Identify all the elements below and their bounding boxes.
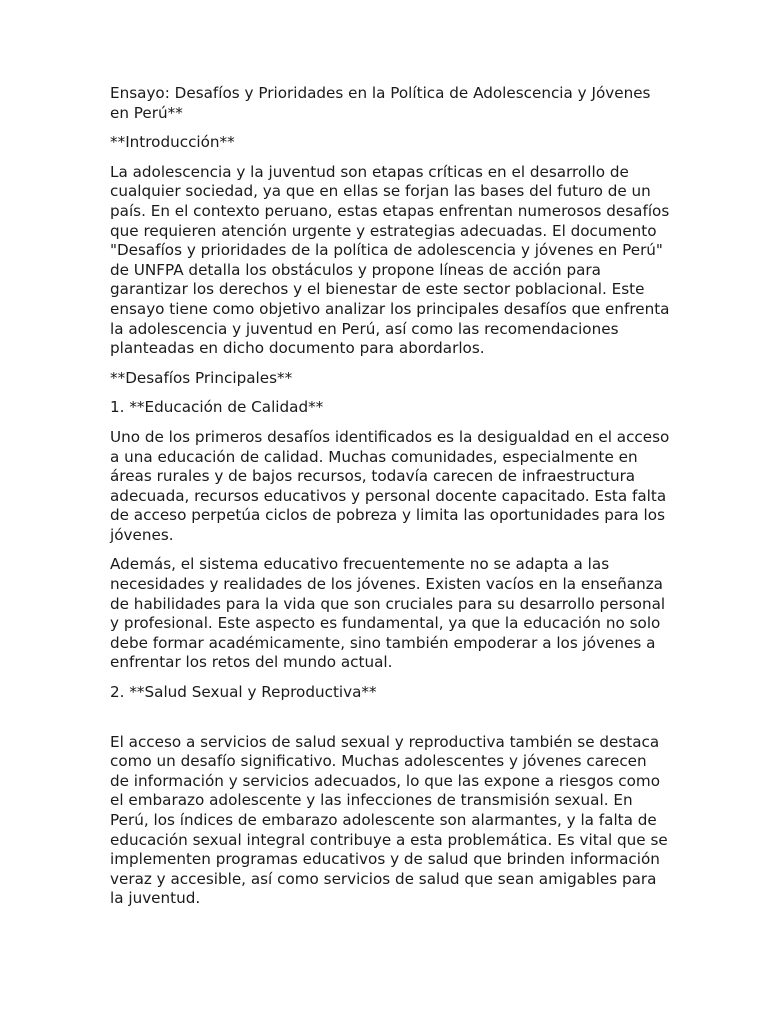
document-page xyxy=(110,84,670,919)
introduction-heading: **Introducción** xyxy=(110,133,235,152)
challenges-heading: **Desafíos Principales** xyxy=(110,368,293,387)
section-1-paragraph-2: Además, el sistema educativo frecuentemente no se adapta a las necesidades y realidades de los jóvenes. Existen vacíos en la enseñanza de habilidades para la vida que son cruciales para su desarrollo personal y profesional. Este aspecto es fundamental, ya que la educación no solo debe formar académicamente, sino también empoderar a los jóvenes a enfrentar los retos del mundo actual. xyxy=(110,555,666,672)
section-2-paragraph-1: El acceso a servicios de salud sexual y reproductiva también se destaca como un desafío significativo. Muchas adolescentes y jóvenes carecen de información y servicios adecuados, lo que las expone a riesgos como el embarazo adolescente y las infecciones de transmisión sexual. En Perú, los índices de embarazo adolescente son alarmantes, y la falta de educación sexual integral contribuye a esta problemática. Es vital que se implementen programas educativos y de salud que brinden información veraz y accesible, así como servicios de salud que sean amigables para la juventud. xyxy=(110,732,668,908)
introduction-paragraph: La adolescencia y la juventud son etapas críticas en el desarrollo de cualquier sociedad, ya que en ellas se forjan las bases del futuro de un país. En el contexto peruano, estas etapas enfrentan numerosos desafíos que requieren atención urgente y estrategias adecuadas. El documento "Desafíos y prioridades de la política de adolescencia y jóvenes en Perú" de UNFPA detalla los obstáculos y propone líneas de acción para garantizar los derechos y el bienestar de este sector poblacional. Este ensayo tiene como objetivo analizar los principales desafíos que enfrenta la adolescencia y juventud en Perú, así como las recomendaciones planteadas en dicho documento para abordarlos. xyxy=(110,162,670,358)
section-1-paragraph-1: Uno de los primeros desafíos identificados es la desigualdad en el acceso a una educación de calidad. Muchas comunidades, especialmente en áreas rurales y de bajos recursos, todavía carecen de infraestructura adecuada, recursos educativos y personal docente capacitado. Esta falta de acceso perpetúa ciclos de pobreza y limita las oportunidades para los jóvenes. xyxy=(110,427,670,544)
section-1-heading: 1. **Educación de Calidad** xyxy=(110,398,324,417)
document-title: Ensayo: Desafíos y Prioridades en la Política de Adolescencia y Jóvenes en Perú** xyxy=(110,84,651,122)
section-2-heading: 2. **Salud Sexual y Reproductiva** xyxy=(110,683,377,702)
